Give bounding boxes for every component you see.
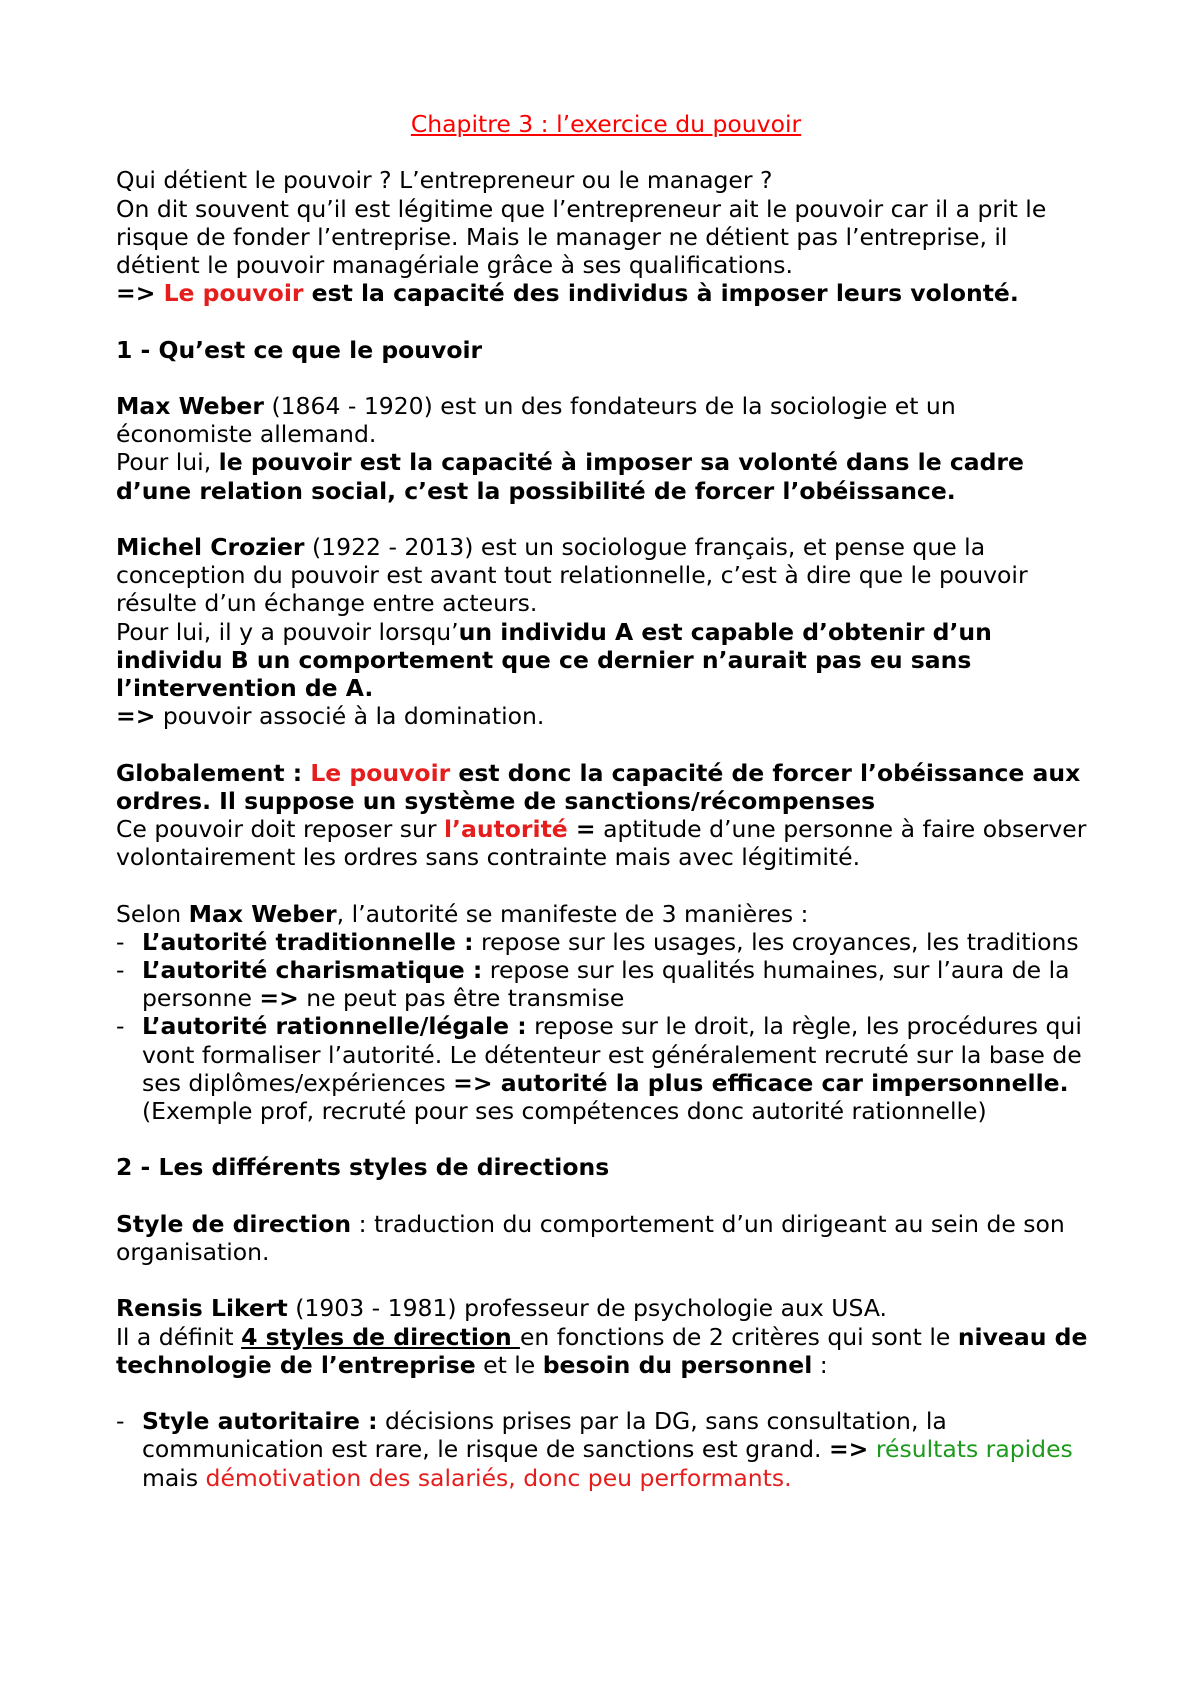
global-definition [116, 759, 1096, 815]
item-text: repose sur les qualités humaines, sur l’aura de la personne [142, 956, 1070, 1013]
definition-text: aptitude d’une personne à faire observer volontairement les ordres sans contrainte mais avec légitimité. [116, 815, 1087, 872]
heading-text: 1 - Qu’est ce que le pouvoir [116, 335, 483, 364]
autorite-definition [116, 815, 1096, 871]
heading-text: 2 - Les différents styles de directions [116, 1153, 610, 1182]
connector-text: mais [142, 1463, 206, 1492]
list-item [116, 928, 1096, 956]
intro-question: Qui détient le pouvoir ? L’entrepreneur ou le manager ? [116, 166, 773, 195]
authority-list [116, 928, 1096, 1125]
equals: = [567, 815, 596, 843]
crozier-conclusion [116, 702, 1096, 730]
author-name: Max Weber [116, 391, 264, 420]
item-label: L’autorité rationnelle/légale : [142, 1012, 527, 1041]
weber-intro [116, 392, 1096, 448]
item-label: L’autorité charismatique : [142, 956, 483, 984]
definition-text: : traduction du comportement d’un dirigeant au sein de son organisation. [116, 1209, 1065, 1266]
mid-text: en fonctions de 2 critères qui sont le [519, 1322, 958, 1351]
negative-result: démotivation des salariés, donc peu performants. [205, 1463, 792, 1492]
section-1-heading [116, 336, 1096, 364]
definition-text: est la capacité des individus à imposer leurs volonté. [303, 279, 1019, 308]
arrow: => [116, 279, 164, 308]
dash-bullet: - [116, 1407, 125, 1436]
item-text: repose sur les usages, les croyances, les traditions [473, 927, 1079, 956]
style-label: Style de direction [116, 1209, 352, 1238]
author-text: (1864 - 1920) est un des fondateurs de la sociologie et un économiste allemand. [116, 391, 956, 449]
lead-text: Selon [116, 899, 189, 928]
document-page [116, 110, 1096, 1492]
intro-paragraph: On dit souvent qu’il est légitime que l’entrepreneur ait le pouvoir car il a prit le risque de fonder l’entreprise. Mais le manager ne détient pas l’entreprise, il détient le pouvoir managériale grâce à ses qualifications. [116, 194, 1047, 279]
global-label: Globalement : [116, 758, 311, 787]
author-name: Rensis Likert [116, 1294, 288, 1323]
item-label: Style autoritaire : [142, 1407, 378, 1436]
intro-text: , l’autorité se manifeste de 3 manières : [336, 899, 809, 928]
connector-text: et le [475, 1350, 543, 1379]
item-text: décisions prises par la DG, sans consultation, la communication est rare, le risque de sanctions est grand. [142, 1407, 947, 1464]
style-list [116, 1407, 1096, 1492]
term-pouvoir: Le pouvoir [310, 758, 451, 787]
term-autorite: l’autorité [443, 815, 568, 843]
weber-definition [116, 448, 1096, 504]
item-text-2: (Exemple prof, recruté pour ses compétences donc autorité rationnelle) [142, 1097, 987, 1126]
definition-text: est donc la capacité de forcer l’obéissance aux ordres. Il suppose un système de sanctions/récompenses [116, 758, 1081, 815]
lead-text: Ce pouvoir doit reposer sur [116, 815, 444, 843]
item-label: L’autorité traditionnelle : [142, 927, 474, 956]
conclusion-text: pouvoir associé à la domination. [155, 702, 545, 731]
spacer [116, 730, 1096, 758]
crozier-definition [116, 618, 1096, 703]
lead-text: Pour lui, il y a pouvoir lorsqu’ [116, 617, 459, 646]
pouvoir-definition [116, 279, 1096, 307]
weber-autorite-intro [116, 900, 1096, 928]
author-text: (1903 - 1981) professeur de psychologie aux USA. [287, 1294, 887, 1323]
criterion-niveau: niveau de technologie de l’entreprise [116, 1322, 1088, 1379]
arrow: => [259, 984, 299, 1013]
spacer [116, 1266, 1096, 1294]
spacer [116, 138, 1096, 166]
dash-bullet: - [116, 956, 125, 984]
lead-text: Il a définit [116, 1322, 242, 1351]
arrow: => [828, 1435, 869, 1464]
list-item [116, 1012, 1096, 1125]
dash-bullet: - [116, 927, 125, 956]
list-item [116, 956, 1096, 1012]
item-text: repose sur le droit, la règle, les procédures qui vont formaliser l’autorité. Le détenteur est généralement recruté sur la base de ses diplômes/expériences [142, 1012, 1082, 1097]
section-2-heading [116, 1153, 1096, 1181]
item-text-2: ne peut pas être transmise [298, 984, 625, 1013]
criterion-besoin: besoin du personnel [542, 1350, 813, 1379]
spacer [116, 871, 1096, 899]
dash-bullet: - [116, 1012, 125, 1041]
definition-text: un individu A est capable d’obtenir d’un individu B un comportement que ce dernier n’aurait pas eu sans l’intervention de A. [116, 617, 992, 702]
style-definition [116, 1210, 1096, 1266]
spacer [116, 364, 1096, 392]
spacer [116, 307, 1096, 335]
author-name: Michel Crozier [116, 532, 305, 561]
lead-text: Pour lui, [116, 448, 219, 477]
item-emphasis: => autorité la plus efficace car impersonnelle. [453, 1068, 1069, 1097]
author-name: Max Weber [188, 899, 337, 928]
likert-intro [116, 1294, 1096, 1322]
spacer [116, 1182, 1096, 1210]
styles-count: 4 styles de direction [241, 1322, 520, 1351]
positive-result: résultats rapides [868, 1435, 1073, 1464]
spacer [116, 1125, 1096, 1153]
end-text: : [812, 1350, 828, 1379]
list-item [116, 1407, 1096, 1492]
term-pouvoir: Le pouvoir [163, 279, 304, 308]
definition-text: le pouvoir est la capacité à imposer sa volonté dans le cadre d’une relation social, c’est la possibilité de forcer l’obéissance. [116, 448, 1024, 505]
author-text: (1922 - 2013) est un sociologue français, et pense que la conception du pouvoir est avant tout relationnelle, c’est à dire que le pouvoir résulte d’un échange entre acteurs. [116, 532, 1028, 618]
spacer [116, 1379, 1096, 1407]
likert-criteria [116, 1323, 1096, 1379]
crozier-intro [116, 533, 1096, 618]
page-title: Chapitre 3 : l’exercice du pouvoir [410, 110, 802, 138]
arrow: => [116, 702, 156, 731]
spacer [116, 505, 1096, 533]
